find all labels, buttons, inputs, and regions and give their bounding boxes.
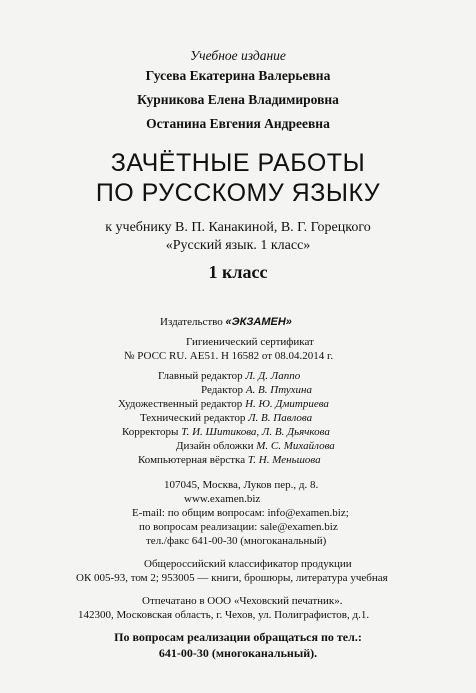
- book-title-line-2: ПО РУССКОМУ ЯЗЫКУ: [95, 179, 381, 207]
- phone-fax: тел./факс 641-00-30 (многоканальный): [146, 535, 327, 547]
- edition-type: Учебное издание: [190, 48, 286, 63]
- credit-role: Компьютерная вёрстка: [138, 454, 246, 466]
- publisher-address: 107045, Москва, Луков пер., д. 8.: [164, 479, 319, 491]
- sales-contact-line-1: По вопросам реализации обращаться по тел.:: [114, 630, 362, 644]
- printed-line-1: Отпечатано в ООО «Чеховский печатник».: [142, 595, 343, 607]
- author-3: Останина Евгения Андреевна: [146, 116, 330, 131]
- credit-name: Н. Ю. Дмитриева: [245, 398, 329, 410]
- sales-contact-line-2: 641-00-30 (многоканальный).: [158, 646, 318, 660]
- credit-role: Главный редактор: [158, 370, 243, 382]
- certificate-line-2: № РОСС RU. АЕ51. Н 16582 от 08.04.2014 г.: [124, 350, 334, 362]
- credit-role: Корректоры: [122, 426, 179, 438]
- subtitle-line-2: «Русский язык. 1 класс»: [165, 238, 311, 253]
- publisher-website: www.examen.biz: [184, 493, 261, 505]
- credit-tech-editor: [140, 412, 312, 424]
- classifier-line-1: Общероссийский классификатор продукции: [144, 558, 352, 570]
- credit-layout: [138, 454, 321, 466]
- email-general: E-mail: по общим вопросам: info@examen.biz;: [132, 507, 349, 519]
- credit-name: М. С. Михайлова: [256, 440, 335, 452]
- certificate-line-1: Гигиенический сертификат: [186, 336, 314, 348]
- publisher-line: [160, 316, 292, 328]
- credit-name: Т. Н. Меньшова: [247, 454, 321, 466]
- credit-chief-editor: [158, 370, 300, 382]
- subtitle-line-1: к учебнику В. П. Канакиной, В. Г. Горецкого: [105, 220, 371, 235]
- credit-art-editor: [118, 398, 329, 410]
- grade-label: 1 класс: [208, 262, 268, 282]
- credit-cover-design: [176, 440, 335, 452]
- credit-name: Л. Д. Лаппо: [245, 370, 301, 382]
- credit-name: Л. В. Павлова: [248, 412, 313, 424]
- author-2: Курникова Елена Владимировна: [137, 92, 339, 107]
- author-1: Гусева Екатерина Валерьевна: [145, 68, 331, 83]
- publisher-label: Издательство: [160, 316, 223, 328]
- credit-role: Технический редактор: [140, 412, 246, 424]
- credit-proofreaders: [122, 426, 330, 438]
- credit-role: Художественный редактор: [118, 398, 243, 410]
- publisher-name: «ЭКЗАМЕН»: [225, 316, 292, 328]
- book-title-line-1: ЗАЧЁТНЫЕ РАБОТЫ: [110, 149, 366, 177]
- credit-name: А. В. Птухина: [245, 384, 312, 396]
- credit-name: Т. И. Шитикова, Л. В. Дьячкова: [181, 426, 330, 438]
- printed-line-2: 142300, Московская область, г. Чехов, ул. Полиграфистов, д.1.: [78, 609, 370, 621]
- credit-role: Дизайн обложки: [176, 440, 254, 452]
- credit-role: Редактор: [201, 384, 244, 396]
- email-sales: по вопросам реализации: sale@examen.biz: [139, 521, 338, 533]
- credit-editor: [201, 384, 312, 396]
- classifier-line-2: ОК 005-93, том 2; 953005 — книги, брошюры, литература учебная: [76, 572, 388, 584]
